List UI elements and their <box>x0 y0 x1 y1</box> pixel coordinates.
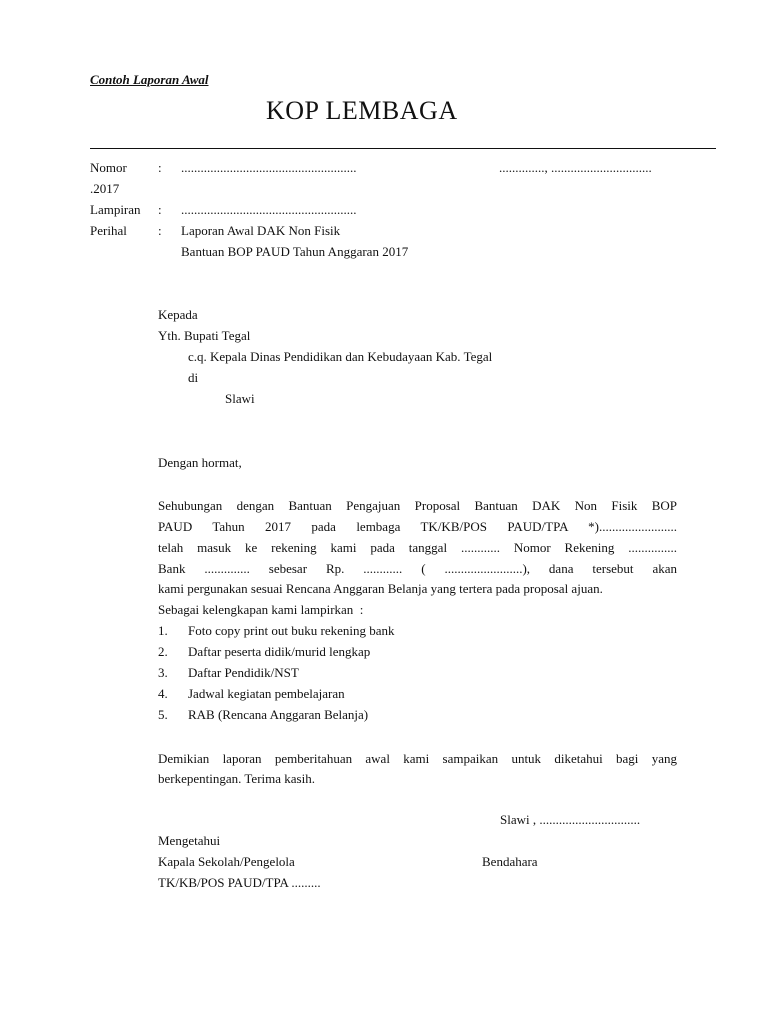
address-cq: c.q. Kepala Dinas Pendidikan dan Kebudayaan Kab. Tegal <box>188 349 493 364</box>
list-item-number: 5. <box>158 707 168 722</box>
address-di: di <box>188 370 199 385</box>
body-line-1: Sehubungan dengan Bantuan Pengajuan Proposal Bantuan DAK Non Fisik BOP <box>158 498 677 513</box>
lampiran-value: ...................................................... <box>181 202 357 217</box>
place-date: Slawi , ............................... <box>500 812 641 827</box>
list-item-number: 2. <box>158 644 168 659</box>
list-item: Daftar Pendidik/NST <box>188 665 299 680</box>
year-text: .2017 <box>90 181 120 196</box>
body-line-2: PAUD Tahun 2017 pada lembaga TK/KB/POS PAUD/TPA *)........................ <box>158 519 677 534</box>
lampiran-colon: : <box>158 202 162 217</box>
institution-line: TK/KB/POS PAUD/TPA ......... <box>158 875 321 890</box>
nomor-colon: : <box>158 160 162 175</box>
list-item: Daftar peserta didik/murid lengkap <box>188 644 371 659</box>
body-line-5: kami pergunakan sesuai Rencana Anggaran Belanja yang tertera pada proposal ajuan. <box>158 581 603 596</box>
address-city: Slawi <box>225 391 255 406</box>
attachments-intro: Sebagai kelengkapan kami lampirkan : <box>158 602 364 617</box>
treasurer-title: Bendahara <box>482 854 538 869</box>
date-field: .............., ............................... <box>499 160 652 175</box>
body-line-4: Bank .............. sebesar Rp. ............ ( ........................), dana tersebut akan <box>158 561 677 576</box>
principal-title: Kapala Sekolah/Pengelola <box>158 854 295 869</box>
perihal-colon: : <box>158 223 162 238</box>
list-item: RAB (Rencana Anggaran Belanja) <box>188 707 369 722</box>
list-item-number: 4. <box>158 686 168 701</box>
document-heading: Contoh Laporan Awal <box>90 72 209 87</box>
list-item-number: 3. <box>158 665 168 680</box>
greeting: Dengan hormat, <box>158 455 242 470</box>
closing-line-2: berkepentingan. Terima kasih. <box>158 771 315 786</box>
closing-line-1: Demikian laporan pemberitahuan awal kami sampaikan untuk diketahui bagi yang <box>158 751 677 766</box>
letterhead-divider <box>90 148 716 149</box>
list-item-number: 1. <box>158 623 168 638</box>
list-item: Foto copy print out buku rekening bank <box>188 623 395 638</box>
perihal-line-2: Bantuan BOP PAUD Tahun Anggaran 2017 <box>181 244 409 259</box>
nomor-value: ...................................................... <box>181 160 357 175</box>
address-kepada: Kepada <box>158 307 198 322</box>
body-line-3: telah masuk ke rekening kami pada tanggal ............ Nomor Rekening ............... <box>158 540 677 555</box>
perihal-label: Perihal <box>90 223 127 238</box>
address-recipient: Yth. Bupati Tegal <box>158 328 251 343</box>
letterhead-title: KOP LEMBAGA <box>266 96 458 125</box>
nomor-label: Nomor <box>90 160 127 175</box>
mengetahui-label: Mengetahui <box>158 833 221 848</box>
lampiran-label: Lampiran <box>90 202 141 217</box>
list-item: Jadwal kegiatan pembelajaran <box>188 686 345 701</box>
perihal-line-1: Laporan Awal DAK Non Fisik <box>181 223 341 238</box>
